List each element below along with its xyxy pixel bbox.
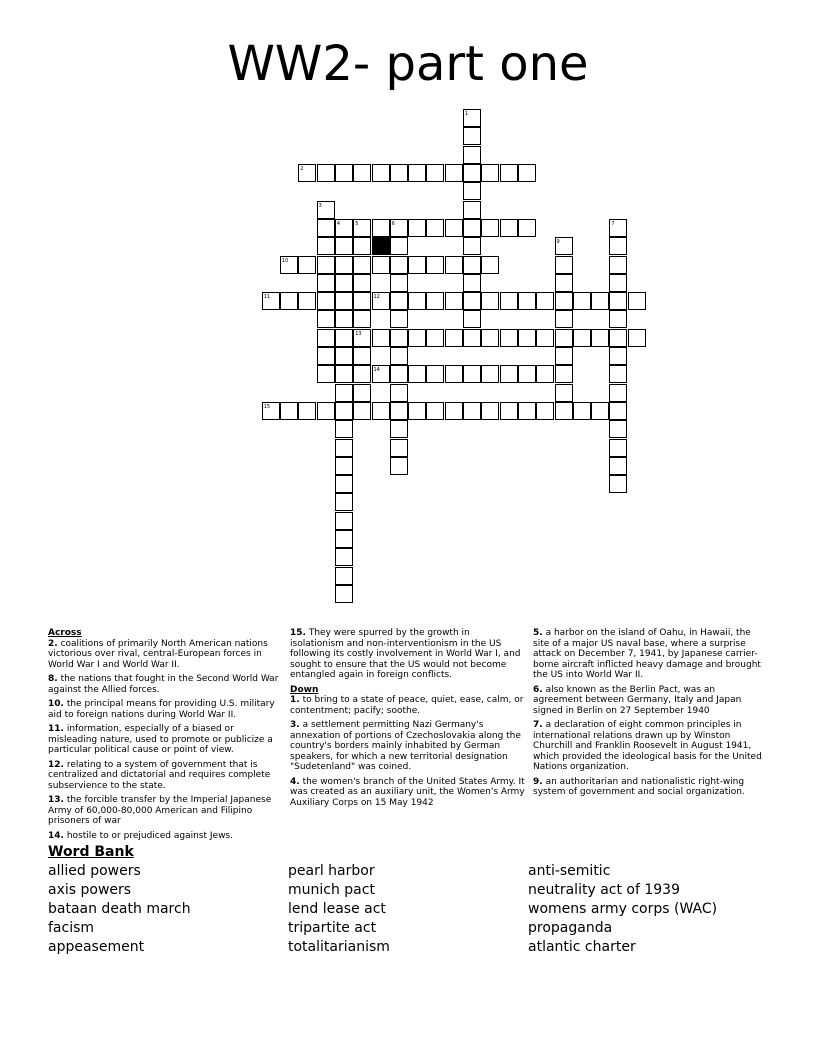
- grid-cell[interactable]: [609, 219, 627, 237]
- clue-number: 12: [373, 294, 380, 301]
- clue-across-15: 15. They were spurred by the growth in isolationism and non-interventionism in the US following its costly involvement in World War I, and sought to ensure that the US would not become entangled again in foreign conflicts.: [290, 628, 521, 680]
- grid-cell[interactable]: [426, 402, 444, 420]
- clue-number: 1: [465, 111, 469, 118]
- clue-number: 10: [282, 257, 289, 264]
- grid-cell[interactable]: [536, 365, 554, 383]
- grid-cell[interactable]: [298, 164, 316, 182]
- grid-cell[interactable]: [500, 219, 518, 237]
- grid-cell[interactable]: [463, 256, 481, 274]
- grid-cell[interactable]: [353, 164, 371, 182]
- grid-cell[interactable]: [335, 274, 353, 292]
- grid-cell[interactable]: [335, 347, 353, 365]
- grid-cell[interactable]: [518, 292, 536, 310]
- word-bank-item: propaganda: [528, 920, 613, 936]
- grid-cell[interactable]: [555, 256, 573, 274]
- grid-cell[interactable]: [335, 530, 353, 548]
- clue-down-1: 1. to bring to a state of peace, quiet, ease, calm, or contentment; pacify; soothe.: [290, 695, 524, 716]
- grid-cell[interactable]: [628, 292, 646, 310]
- grid-cell[interactable]: [317, 237, 335, 255]
- word-bank-title: Word Bank: [48, 844, 134, 860]
- clue-number: 3: [318, 202, 322, 209]
- grid-cell[interactable]: [445, 402, 463, 420]
- grid-cell[interactable]: [390, 439, 408, 457]
- grid-cell[interactable]: [518, 329, 536, 347]
- word-bank-item: appeasement: [48, 939, 145, 955]
- grid-cell[interactable]: [353, 347, 371, 365]
- grid-cell[interactable]: [335, 475, 353, 493]
- clue-down-6: 6. also known as the Berlin Pact, was an agreement between Germany, Italy and Japan signed in Berlin on 27 September 1940: [533, 684, 742, 716]
- grid-cell[interactable]: [500, 402, 518, 420]
- word-bank-column-3: [528, 862, 717, 957]
- grid-cell[interactable]: [353, 329, 371, 347]
- grid-cell[interactable]: [353, 365, 371, 383]
- grid-cell[interactable]: [353, 256, 371, 274]
- grid-cell[interactable]: [408, 402, 426, 420]
- grid-cell[interactable]: [390, 292, 408, 310]
- clue-number: 13: [355, 330, 362, 337]
- grid-cell[interactable]: [536, 292, 554, 310]
- grid-cell[interactable]: [298, 256, 316, 274]
- grid-cell[interactable]: [353, 219, 371, 237]
- clue-down-4: 4. the women's branch of the United States Army. It was created as an auxiliary unit, the Women's Army Auxiliary Corps on 15 May 1942: [290, 776, 525, 808]
- clue-down-5: 5. a harbor on the island of Oahu, in Hawaii, the site of a major US naval base, where a surprise attack on December 7, 1941, by Japanese carrier-borne aircraft inflicted heavy damage and brought the US into World War II.: [533, 628, 761, 680]
- grid-cell[interactable]: [353, 274, 371, 292]
- grid-cell[interactable]: [390, 256, 408, 274]
- grid-cell[interactable]: [426, 292, 444, 310]
- clue-number: 5: [355, 220, 359, 227]
- grid-cell[interactable]: [609, 347, 627, 365]
- black-cell: [372, 237, 390, 255]
- clues-column-1: [48, 628, 280, 845]
- grid-cell[interactable]: [481, 292, 499, 310]
- word-bank-column-2: [288, 862, 390, 957]
- across-heading: Across: [48, 628, 82, 638]
- grid-cell[interactable]: [609, 402, 627, 420]
- grid-cell[interactable]: [353, 292, 371, 310]
- grid-cell[interactable]: [262, 292, 280, 310]
- grid-cell[interactable]: [518, 365, 536, 383]
- grid-cell[interactable]: [335, 402, 353, 420]
- clue-across-11: 11. information, especially of a biased or misleading nature, used to promote or publicize a particular political cause or point of view.: [48, 724, 273, 755]
- word-bank-item: facism: [48, 920, 95, 936]
- word-bank-item: bataan death march: [48, 901, 191, 917]
- grid-cell[interactable]: [280, 256, 298, 274]
- grid-cell[interactable]: [317, 274, 335, 292]
- word-bank-column-1: [48, 862, 191, 957]
- grid-cell[interactable]: [335, 439, 353, 457]
- grid-cell[interactable]: [335, 292, 353, 310]
- grid-cell[interactable]: [463, 164, 481, 182]
- grid-cell[interactable]: [298, 292, 316, 310]
- grid-cell[interactable]: [372, 256, 390, 274]
- clue-number: 11: [263, 294, 271, 301]
- word-bank-item: lend lease act: [288, 901, 386, 917]
- clue-across-10: 10. the principal means for providing U.S. military aid to foreign nations during World War II.: [48, 699, 275, 720]
- grid-cell[interactable]: [463, 219, 481, 237]
- grid-cell[interactable]: [573, 292, 591, 310]
- grid-cell[interactable]: [335, 493, 353, 511]
- grid-cell[interactable]: [555, 402, 573, 420]
- grid-cell[interactable]: [317, 256, 335, 274]
- grid-cell[interactable]: [555, 384, 573, 402]
- grid-cell[interactable]: [335, 219, 353, 237]
- word-bank-item: womens army corps (WAC): [528, 901, 718, 917]
- grid-cell[interactable]: [609, 457, 627, 475]
- grid-cell[interactable]: [463, 109, 481, 127]
- clues-column-3: [533, 628, 765, 802]
- grid-cell[interactable]: [390, 329, 408, 347]
- grid-cell[interactable]: [481, 365, 499, 383]
- grid-cell[interactable]: [372, 164, 390, 182]
- grid-cell[interactable]: [353, 237, 371, 255]
- grid-cell[interactable]: [408, 164, 426, 182]
- grid-cell[interactable]: [500, 365, 518, 383]
- grid-cell[interactable]: [463, 182, 481, 200]
- word-bank-item: anti-semitic: [528, 863, 611, 879]
- grid-cell[interactable]: [390, 274, 408, 292]
- grid-cell[interactable]: [390, 219, 408, 237]
- grid-cell[interactable]: [317, 402, 335, 420]
- grid-cell[interactable]: [335, 420, 353, 438]
- grid-cell[interactable]: [609, 439, 627, 457]
- grid-cell[interactable]: [317, 347, 335, 365]
- grid-cell[interactable]: [390, 420, 408, 438]
- clue-number: 9: [556, 239, 560, 246]
- grid-cell[interactable]: [500, 292, 518, 310]
- grid-cell[interactable]: [463, 237, 481, 255]
- grid-cell[interactable]: [481, 402, 499, 420]
- clue-number: 15: [263, 403, 271, 410]
- grid-cell[interactable]: [518, 402, 536, 420]
- page-title: WW2- part one: [227, 36, 589, 92]
- grid-cell[interactable]: [335, 365, 353, 383]
- grid-cell[interactable]: [426, 256, 444, 274]
- grid-cell[interactable]: [536, 329, 554, 347]
- grid-cell[interactable]: [280, 292, 298, 310]
- grid-cell[interactable]: [518, 164, 536, 182]
- grid-cell[interactable]: [408, 256, 426, 274]
- grid-cell[interactable]: [335, 237, 353, 255]
- grid-cell[interactable]: [463, 274, 481, 292]
- grid-cell[interactable]: [481, 256, 499, 274]
- grid-cell[interactable]: [536, 402, 554, 420]
- grid-cell[interactable]: [463, 365, 481, 383]
- clue-number: 4: [336, 220, 341, 227]
- grid-cell[interactable]: [609, 384, 627, 402]
- grid-cell[interactable]: [445, 365, 463, 383]
- grid-cell[interactable]: [591, 402, 609, 420]
- grid-cell[interactable]: [317, 365, 335, 383]
- grid-cell[interactable]: [609, 237, 627, 255]
- grid-cell[interactable]: [445, 164, 463, 182]
- grid-cell[interactable]: [463, 146, 481, 164]
- grid-cell[interactable]: [317, 329, 335, 347]
- clue-across-12: 12. relating to a system of government that is centralized and dictatorial and requires complete subservience to the state.: [48, 759, 271, 791]
- grid-cell[interactable]: [353, 384, 371, 402]
- grid-cell[interactable]: [481, 164, 499, 182]
- grid-cell[interactable]: [372, 365, 390, 383]
- grid-cell[interactable]: [463, 310, 481, 328]
- grid-cell[interactable]: [317, 164, 335, 182]
- grid-cell[interactable]: [555, 237, 573, 255]
- grid-cell[interactable]: [500, 164, 518, 182]
- grid-cell[interactable]: [609, 475, 627, 493]
- grid-cell[interactable]: [426, 164, 444, 182]
- grid-cell[interactable]: [372, 219, 390, 237]
- grid-cell[interactable]: [317, 310, 335, 328]
- grid-cell[interactable]: [555, 310, 573, 328]
- clue-down-3: 3. a settlement permitting Nazi Germany's annexation of portions of Czechoslovakia along the country's borders mainly inhabited by German speakers, for which a new territorial designation "Sudetenland" was coined.: [290, 720, 521, 772]
- down-heading: Down: [290, 684, 319, 695]
- grid-cell[interactable]: [463, 127, 481, 145]
- clue-across-13: 13. the forcible transfer by the Imperial Japanese Army of 60,000-80,000 American and Filipino prisoners of war: [48, 795, 272, 826]
- grid-cell[interactable]: [335, 457, 353, 475]
- clue-across-2: 2. coalitions of primarily North American nations victorious over rival, central-European forces in World War I and World War II.: [48, 638, 268, 670]
- grid-cell[interactable]: [555, 292, 573, 310]
- grid-cell[interactable]: [463, 292, 481, 310]
- grid-cell[interactable]: [426, 329, 444, 347]
- grid-cell[interactable]: [591, 292, 609, 310]
- grid-cell[interactable]: [481, 329, 499, 347]
- grid-cell[interactable]: [445, 219, 463, 237]
- grid-cell[interactable]: [317, 219, 335, 237]
- grid-cell[interactable]: [408, 365, 426, 383]
- word-bank-item: neutrality act of 1939: [528, 882, 680, 898]
- clue-down-9: 9. an authoritarian and nationalistic right-wing system of government and social organization.: [533, 776, 745, 797]
- grid-cell[interactable]: [390, 347, 408, 365]
- grid-cell[interactable]: [426, 219, 444, 237]
- grid-cell[interactable]: [573, 329, 591, 347]
- grid-cell[interactable]: [390, 310, 408, 328]
- grid-cell[interactable]: [628, 329, 646, 347]
- grid-cell[interactable]: [445, 256, 463, 274]
- grid-cell[interactable]: [555, 274, 573, 292]
- clue-down-7: 7. a declaration of eight common principles in international relations drawn up by Winston Churchill and Franklin Roosevelt in August 1941, which provided the ideological basis for the United Nations organization.: [533, 720, 762, 772]
- clue-number: 2: [300, 166, 304, 172]
- grid-cell[interactable]: [555, 365, 573, 383]
- grid-cell[interactable]: [262, 402, 280, 420]
- grid-cell[interactable]: [317, 292, 335, 310]
- grid-cell[interactable]: [390, 457, 408, 475]
- grid-cell[interactable]: [390, 402, 408, 420]
- grid-cell[interactable]: [372, 329, 390, 347]
- clue-number: 7: [611, 220, 615, 227]
- grid-cell[interactable]: [298, 402, 316, 420]
- grid-cell[interactable]: [463, 329, 481, 347]
- grid-cell[interactable]: [335, 310, 353, 328]
- clue-number: 6: [391, 220, 395, 227]
- grid-cell[interactable]: [335, 585, 353, 603]
- word-bank-item: munich pact: [288, 882, 375, 898]
- grid-cell[interactable]: [353, 402, 371, 420]
- grid-cell[interactable]: [518, 219, 536, 237]
- grid-cell[interactable]: [335, 567, 353, 585]
- word-bank-item: totalitarianism: [288, 939, 390, 955]
- grid-cell[interactable]: [408, 219, 426, 237]
- grid-cell[interactable]: [390, 384, 408, 402]
- grid-cell[interactable]: [353, 310, 371, 328]
- grid-cell[interactable]: [390, 365, 408, 383]
- grid-cell[interactable]: [591, 329, 609, 347]
- grid-cell[interactable]: [280, 402, 298, 420]
- grid-cell[interactable]: [426, 365, 444, 383]
- grid-cell[interactable]: [445, 329, 463, 347]
- grid-cell[interactable]: [335, 329, 353, 347]
- grid-cell[interactable]: [317, 201, 335, 219]
- grid-cell[interactable]: [408, 329, 426, 347]
- word-bank-item: allied powers: [48, 863, 141, 879]
- grid-cell[interactable]: [609, 365, 627, 383]
- grid-cell[interactable]: [445, 292, 463, 310]
- clues-column-2: [290, 628, 526, 812]
- word-bank-item: tripartite act: [288, 920, 377, 936]
- grid-cell[interactable]: [555, 329, 573, 347]
- word-bank-item: axis powers: [48, 882, 132, 898]
- word-bank-item: atlantic charter: [528, 939, 636, 955]
- grid-cell[interactable]: [335, 256, 353, 274]
- grid-cell[interactable]: [390, 164, 408, 182]
- grid-cell[interactable]: [609, 292, 627, 310]
- grid-cell[interactable]: [463, 402, 481, 420]
- grid-cell[interactable]: [335, 548, 353, 566]
- grid-cell[interactable]: [555, 347, 573, 365]
- grid-cell[interactable]: [609, 329, 627, 347]
- grid-cell[interactable]: [500, 329, 518, 347]
- grid-cell[interactable]: [390, 237, 408, 255]
- grid-cell[interactable]: [609, 420, 627, 438]
- grid-cell[interactable]: [408, 292, 426, 310]
- grid-cell[interactable]: [372, 402, 390, 420]
- grid-cell[interactable]: [609, 310, 627, 328]
- clue-across-14: 14. hostile to or prejudiced against Jews.: [48, 830, 233, 841]
- grid-cell[interactable]: [372, 292, 390, 310]
- clue-across-8: 8. the nations that fought in the Second World War against the Allied forces.: [48, 674, 279, 695]
- grid-cell[interactable]: [335, 512, 353, 530]
- clue-number: 14: [373, 367, 380, 374]
- word-bank-item: pearl harbor: [288, 863, 375, 879]
- grid-cell[interactable]: [481, 219, 499, 237]
- grid-cell[interactable]: [609, 256, 627, 274]
- grid-cell[interactable]: [335, 164, 353, 182]
- grid-cell[interactable]: [573, 402, 591, 420]
- grid-cell[interactable]: [609, 274, 627, 292]
- grid-cell[interactable]: [335, 384, 353, 402]
- grid-cell[interactable]: [463, 201, 481, 219]
